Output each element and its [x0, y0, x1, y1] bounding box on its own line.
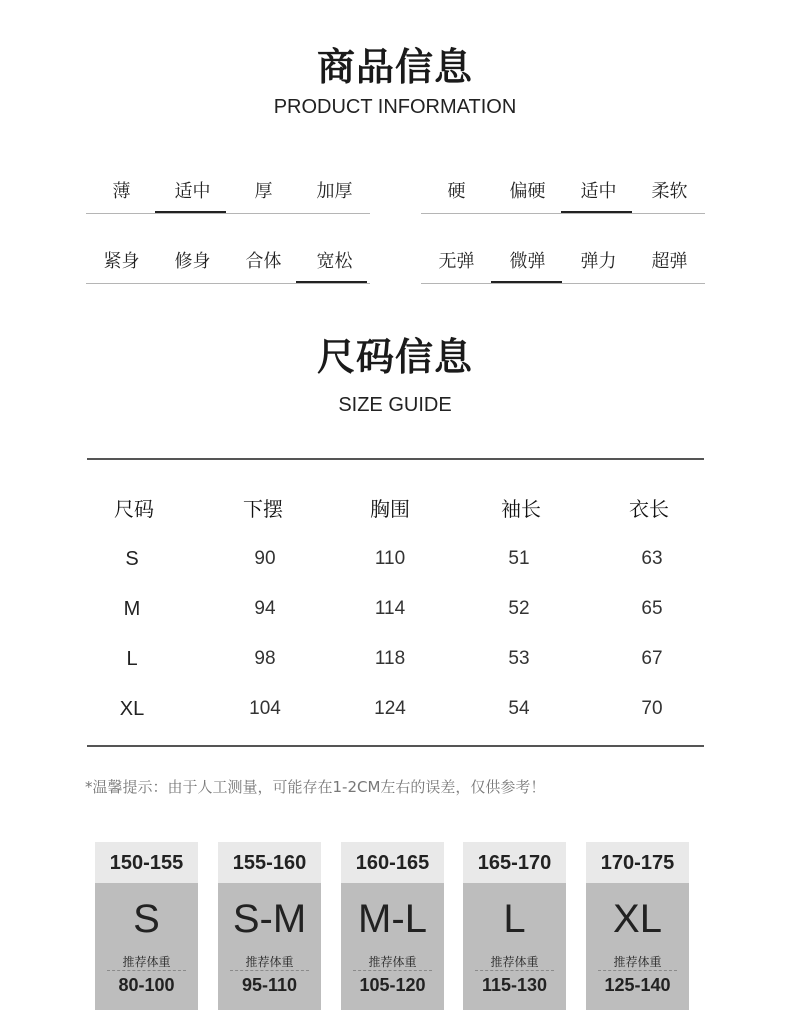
card-divider: [598, 970, 677, 971]
height-range: 150-155: [95, 842, 198, 883]
size-recommendation-card: [218, 842, 321, 1010]
size-recommendation-card: [95, 842, 198, 1010]
table-cell-size: XL: [119, 698, 145, 720]
elasticity-option: 弹力: [580, 251, 617, 272]
table-cell: 51: [508, 548, 530, 569]
elasticity-option: 超弹: [651, 251, 688, 272]
fit-option: 修身: [174, 251, 211, 272]
product-info-title: 商品信息: [316, 45, 473, 89]
hardness-option: 硬: [447, 181, 466, 202]
table-header-cell: 下摆: [243, 497, 283, 521]
table-header-cell: 胸围: [370, 497, 410, 521]
table-cell: 63: [641, 548, 663, 569]
elasticity-option: 微弹: [509, 251, 546, 272]
table-header-cell: 衣长: [629, 497, 669, 521]
elasticity-selected-marker: [491, 281, 562, 283]
table-header-cell: 尺码: [114, 497, 154, 521]
table-cell: 90: [254, 548, 276, 569]
elasticity-scale: [421, 250, 705, 290]
thickness-option: 厚: [254, 181, 273, 202]
thickness-scale: [86, 180, 370, 220]
fit-option: 合体: [245, 251, 282, 272]
card-divider: [475, 970, 554, 971]
card-divider: [230, 970, 309, 971]
size-recommendation-card: [463, 842, 566, 1010]
table-cell-size: S: [125, 548, 139, 570]
fit-baseline: [86, 283, 370, 284]
table-bottom-rule: [87, 745, 704, 747]
table-header-cell: 袖长: [501, 497, 541, 521]
thickness-baseline: [86, 213, 370, 214]
height-range: 155-160: [218, 842, 321, 883]
recommended-size: M-L: [358, 897, 427, 941]
hardness-option: 偏硬: [509, 181, 546, 202]
card-divider: [353, 970, 432, 971]
table-cell: 67: [641, 648, 663, 669]
size-table: [87, 458, 704, 748]
height-range: 165-170: [463, 842, 566, 883]
table-cell: 110: [374, 548, 406, 569]
table-cell: 104: [249, 698, 281, 719]
fit-selected-marker: [296, 281, 367, 283]
table-cell-size: M: [123, 598, 141, 620]
measurement-note: *温馨提示：由于人工测量，可能存在1-2CM左右的误差，仅供参考！: [85, 778, 546, 796]
fit-option: 紧身: [103, 251, 140, 272]
size-guide-subtitle: SIZE GUIDE: [338, 394, 452, 416]
table-cell: 65: [641, 598, 663, 619]
fit-option: 宽松: [316, 251, 353, 272]
recommended-size: S-M: [232, 897, 307, 941]
elasticity-option: 无弹: [438, 251, 475, 272]
table-cell: 94: [254, 598, 276, 619]
weight-label: 推荐体重: [245, 955, 294, 969]
table-cell: 118: [374, 648, 406, 669]
weight-range: 115-130: [481, 975, 548, 995]
thickness-selected-marker: [155, 211, 226, 213]
height-range: 170-175: [586, 842, 689, 883]
recommended-size: XL: [613, 897, 662, 941]
card-divider: [107, 970, 186, 971]
hardness-option: 柔软: [651, 181, 688, 202]
hardness-baseline: [421, 213, 705, 214]
thickness-option: 适中: [174, 181, 211, 202]
table-cell: 70: [641, 698, 663, 719]
hardness-selected-marker: [561, 211, 632, 213]
weight-label: 推荐体重: [122, 955, 171, 969]
size-recommendation-card: [586, 842, 689, 1010]
hardness-option: 适中: [580, 181, 617, 202]
table-cell: 124: [374, 698, 406, 719]
thickness-option: 薄: [112, 181, 131, 202]
recommended-size: L: [503, 897, 526, 941]
product-info-subtitle: PRODUCT INFORMATION: [273, 96, 517, 118]
table-top-rule: [87, 458, 704, 460]
table-cell: 53: [508, 648, 530, 669]
table-cell: 114: [374, 598, 406, 619]
size-recommendation-card: [341, 842, 444, 1010]
weight-label: 推荐体重: [613, 955, 662, 969]
weight-range: 80-100: [118, 975, 175, 995]
table-cell-size: L: [126, 648, 138, 670]
weight-label: 推荐体重: [490, 955, 539, 969]
recommended-size: S: [133, 897, 160, 941]
height-range: 160-165: [341, 842, 444, 883]
hardness-scale: [421, 180, 705, 220]
thickness-option: 加厚: [316, 181, 353, 202]
fit-scale: [86, 250, 370, 290]
table-cell: 54: [508, 698, 530, 719]
table-cell: 98: [254, 648, 276, 669]
size-guide-title: 尺码信息: [316, 335, 473, 379]
weight-range: 125-140: [604, 975, 671, 995]
table-cell: 52: [508, 598, 530, 619]
weight-range: 95-110: [241, 975, 298, 995]
elasticity-baseline: [421, 283, 705, 284]
weight-range: 105-120: [359, 975, 426, 995]
weight-label: 推荐体重: [368, 955, 417, 969]
